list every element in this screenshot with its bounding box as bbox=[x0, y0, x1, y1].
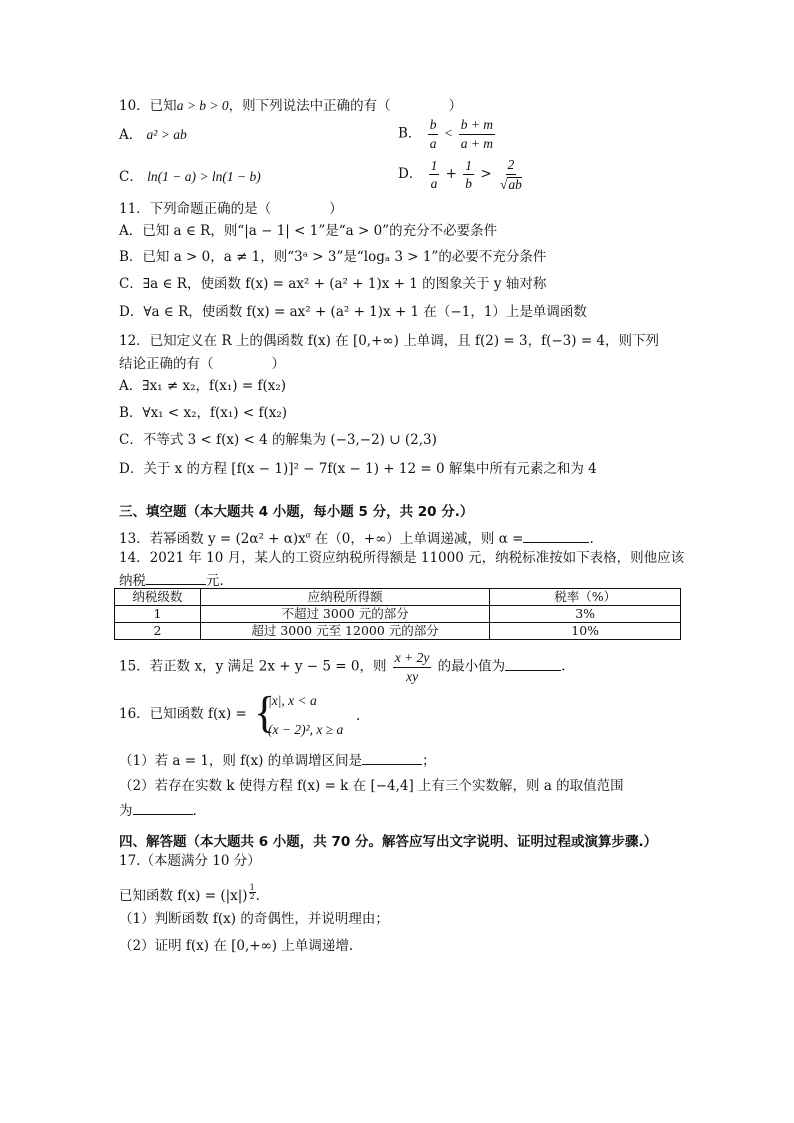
q13: 13．若幂函数 $y = (2\alpha^2 + \alpha)x^\alpha$ 在（0，+∞）上单调递减，则 α = . bbox=[119, 529, 594, 547]
q11-stem: 11．下列命题正确的是（ ） bbox=[119, 201, 343, 217]
q12-option-c: C．不等式 3 < f(x) < 4 的解集为 (−3,−2) ∪ (2,3) bbox=[119, 432, 437, 448]
table-cell: 2 bbox=[115, 623, 201, 640]
q12-option-b: B．∀x₁ < x₂，f(x₁) < f(x₂) bbox=[119, 405, 288, 421]
q13-answer-blank[interactable] bbox=[523, 530, 589, 543]
q16-case-2: (x − 2)², x ≥ a bbox=[268, 722, 344, 737]
tax-table bbox=[114, 588, 681, 640]
q16-brace: { bbox=[254, 688, 276, 737]
table-cell: 3% bbox=[490, 606, 681, 623]
q11-option-a: A．已知 a ∈ R，则“|a − 1| < 1”是“a > 0”的充分不必要条件 bbox=[119, 223, 498, 239]
tax-table-header: 应纳税所得额 bbox=[200, 589, 489, 606]
q14-line1: 14．2021 年 10 月，某人的工资应纳税所得额是 11000 元，纳税标准按如下表格，则他应该 bbox=[119, 550, 685, 566]
q12-stem-line2: 结论正确的有（ ） bbox=[119, 356, 285, 372]
tax-table-header: 纳税级数 bbox=[115, 589, 201, 606]
q16-part-2-line2: 为 . bbox=[119, 803, 197, 819]
q12-option-a: A．∃x₁ ≠ x₂，f(x₁) = f(x₂) bbox=[119, 378, 287, 394]
q16-part-1-blank[interactable] bbox=[362, 752, 422, 765]
q12-stem: 12．已知定义在 R 上的偶函数 f(x) 在 [0,+∞) 上单调，且 f(2) = 3，f(−3) = 4，则下列 bbox=[119, 333, 660, 349]
q14-line2: 纳税 元． bbox=[119, 573, 233, 589]
table-cell: 1 bbox=[115, 606, 201, 623]
q17-part-1: （1）判断函数 f(x) 的奇偶性，并说明理由； bbox=[119, 911, 389, 927]
q10-option-c: C． ln(1 − a) > ln(1 − b) bbox=[119, 169, 261, 185]
q17-given: 已知函数 f(x) = (|x|) $\frac{1}{2}$ . bbox=[119, 883, 260, 904]
tax-table-header-row bbox=[115, 589, 681, 606]
q10-stem: 10．已知a > b > 0，则下列说法中正确的有（ ） bbox=[119, 98, 463, 114]
q14-answer-blank[interactable] bbox=[146, 572, 206, 585]
q16-part-1: （1）若 a = 1，则 f(x) 的单调增区间是 ； bbox=[119, 753, 436, 769]
q12-option-d: D．关于 x 的方程 [f(x − 1)]² − 7f(x − 1) + 12 = 0 解集中所有元素之和为 4 bbox=[119, 461, 597, 477]
q16-part-2-line1: （2）若存在实数 k 使得方程 f(x) = k 在 [−4,4] 上有三个实数解，则 a 的取值范围 bbox=[119, 778, 624, 794]
section-3-heading: 三、填空题（本大题共 4 小题，每小题 5 分，共 20 分.） bbox=[119, 504, 474, 520]
q10-option-d: D． $\frac{1}{a}$ + $\frac{1}{b}$ > $\frac{2}{√ab}$ bbox=[398, 157, 522, 192]
q11-option-b: B．已知 a > 0，a ≠ 1，则“3ᵃ > 3”是“logₐ 3 > 1”的必要不充分条件 bbox=[119, 249, 547, 265]
table-row bbox=[115, 606, 681, 623]
q16-part-2-blank[interactable] bbox=[133, 802, 193, 815]
table-cell: 不超过 3000 元的部分 bbox=[200, 606, 489, 623]
q15: 15．若正数 x，y 满足 2x + y − 5 = 0，则 $\frac{x + 2y}{xy}$ 的最小值为 . bbox=[119, 650, 566, 684]
q11-option-c: C．∃a ∈ R，使函数 f(x) = ax² + (a² + 1)x + 1 的图象关于 y 轴对称 bbox=[119, 276, 547, 292]
q16-end: . bbox=[356, 708, 361, 724]
q10-option-b: B． $\frac{b}{a}$ < $\frac{b + m}{a + m}$ bbox=[398, 117, 494, 151]
q16-case-1: |x|, x < a bbox=[268, 693, 317, 708]
q16-stem: 16．已知函数 f(x) = bbox=[119, 706, 247, 722]
tax-table-header: 税率（%） bbox=[490, 589, 681, 606]
table-row bbox=[115, 623, 681, 640]
q10-option-a: A． a² > ab bbox=[119, 127, 187, 143]
section-4-heading: 四、解答题（本大题共 6 小题，共 70 分。解答应写出文字说明、证明过程或演算步骤.） bbox=[119, 834, 658, 850]
table-cell: 超过 3000 元至 12000 元的部分 bbox=[200, 623, 489, 640]
q17-title: 17.（本题满分 10 分） bbox=[119, 853, 261, 869]
table-cell: 10% bbox=[490, 623, 681, 640]
q17-part-2: （2）证明 f(x) 在 [0,+∞) 上单调递增. bbox=[119, 938, 354, 954]
q11-option-d: D．∀a ∈ R，使函数 f(x) = ax² + (a² + 1)x + 1 在（−1，1）上是单调函数 bbox=[119, 304, 587, 320]
q15-answer-blank[interactable] bbox=[505, 658, 561, 671]
